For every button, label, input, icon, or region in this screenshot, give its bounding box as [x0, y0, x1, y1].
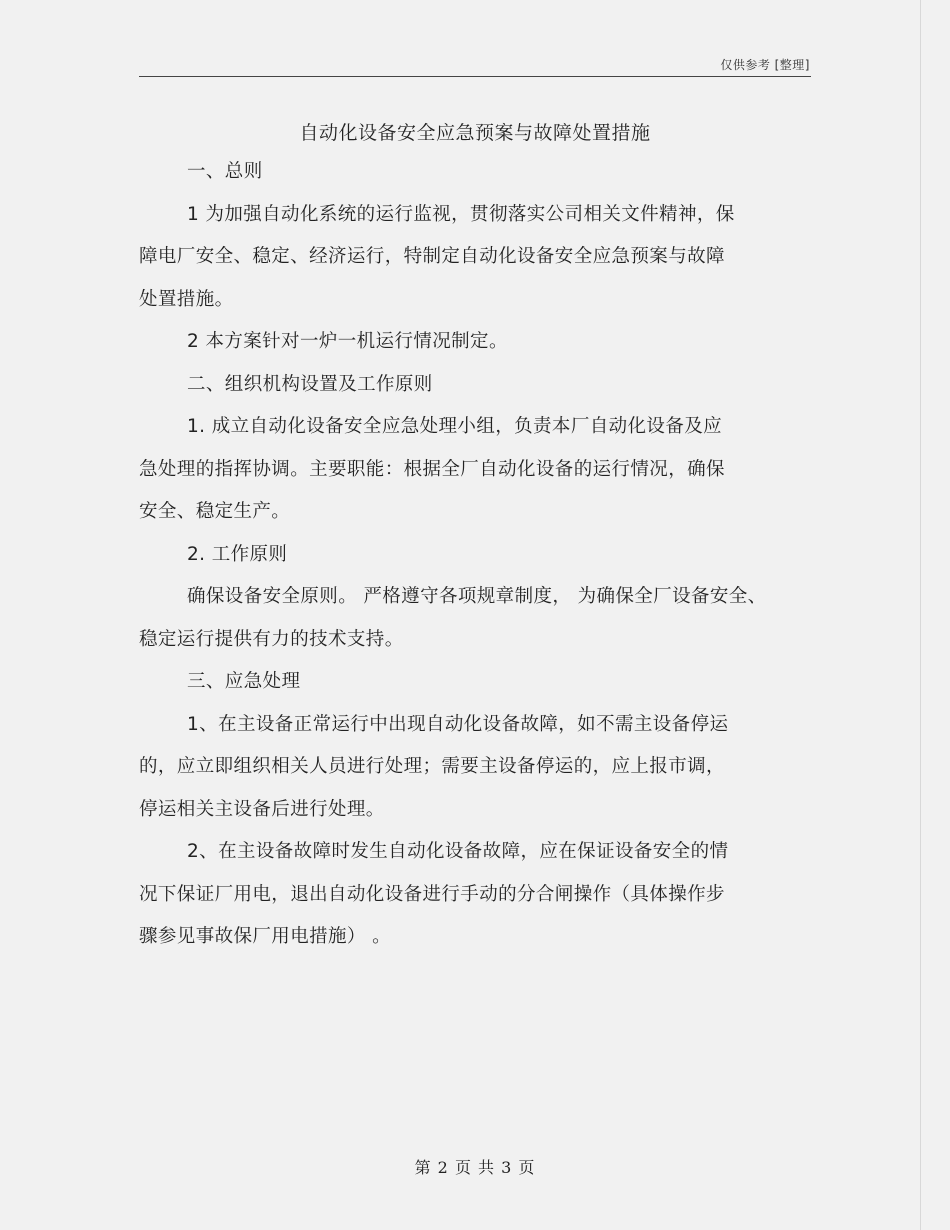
paragraph-line: 2、在主设备故障时发生自动化设备故障，应在保证设备安全的情	[187, 841, 729, 862]
section-heading-organization: 二、组织机构设置及工作原则	[187, 373, 433, 395]
paragraph-line: 2 本方案针对一炉一机运行情况制定。	[187, 331, 508, 352]
paragraph-line: 骤参见事故保厂用电措施） 。	[139, 926, 391, 947]
paragraph-line: 况下保证厂用电，退出自动化设备进行手动的分合闸操作（具体操作步	[139, 883, 725, 905]
paragraph-line: 停运相关主设备后进行处理。	[139, 798, 385, 820]
document-body	[139, 151, 819, 959]
header-rule	[139, 76, 811, 77]
header-note: 仅供参考 [整理]	[720, 58, 810, 72]
paragraph-line: 安全、稳定生产。	[139, 501, 291, 522]
document-title: 自动化设备安全应急预案与故障处置措施	[299, 122, 651, 144]
paragraph-line: 1 为加强自动化系统的运行监视，贯彻落实公司相关文件精神，保	[187, 203, 735, 225]
paragraph-line: 确保设备安全原则。 严格遵守各项规章制度， 为确保全厂设备安全、	[187, 586, 767, 607]
page-footer: 第 2 页 共 3 页	[414, 1158, 536, 1177]
page-edge-divider	[920, 0, 921, 1230]
paragraph-line: 障电厂安全、稳定、经济运行，特制定自动化设备安全应急预案与故障	[139, 246, 725, 267]
paragraph-line: 的，应立即组织相关人员进行处理；需要主设备停运的，应上报市调，	[139, 756, 725, 777]
section-heading-general: 一、总则	[187, 161, 263, 182]
paragraph-line: 急处理的指挥协调。主要职能：根据全厂自动化设备的运行情况，确保	[139, 458, 725, 480]
paragraph-line: 1. 成立自动化设备安全应急处理小组，负责本厂自动化设备及应	[187, 416, 723, 437]
section-heading-emergency: 三、应急处理	[187, 671, 301, 692]
subsection-heading-principles: 2. 工作原则	[187, 543, 288, 565]
paragraph-line: 稳定运行提供有力的技术支持。	[139, 628, 404, 650]
paragraph-line: 处置措施。	[139, 288, 234, 310]
paragraph-line: 1、在主设备正常运行中出现自动化设备故障，如不需主设备停运	[187, 713, 729, 735]
